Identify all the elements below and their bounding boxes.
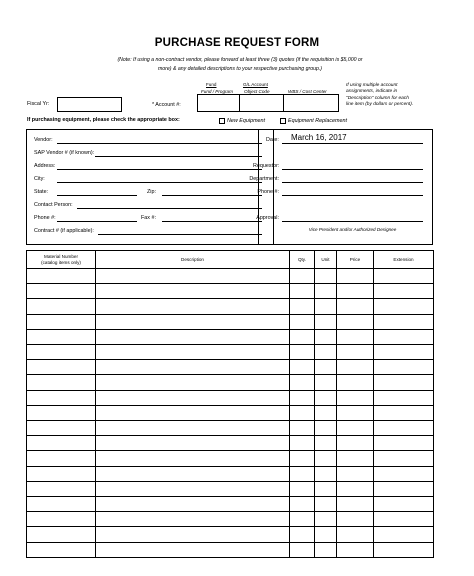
table-row	[27, 527, 434, 542]
price-cell[interactable]	[337, 345, 374, 360]
description-cell[interactable]	[96, 390, 290, 405]
qty-cell[interactable]	[290, 527, 315, 542]
description-cell[interactable]	[96, 345, 290, 360]
qty-cell[interactable]	[290, 481, 315, 496]
material-number-cell[interactable]	[27, 299, 96, 314]
gl-account-header: G/L Account	[243, 82, 268, 87]
table-row	[27, 390, 434, 405]
price-cell[interactable]	[337, 451, 374, 466]
price-cell[interactable]	[337, 375, 374, 390]
col-description: Description	[96, 251, 290, 269]
material-number-cell[interactable]	[27, 345, 96, 360]
approval-label: Approval:	[256, 215, 279, 221]
table-row	[27, 345, 434, 360]
extension-cell[interactable]	[374, 542, 434, 557]
address-input[interactable]	[57, 169, 262, 170]
extension-cell[interactable]	[374, 269, 434, 284]
extension-cell[interactable]	[374, 481, 434, 496]
qty-cell[interactable]	[290, 345, 315, 360]
extension-cell[interactable]	[374, 314, 434, 329]
qty-cell[interactable]	[290, 360, 315, 375]
qty-cell[interactable]	[290, 436, 315, 451]
description-cell[interactable]	[96, 269, 290, 284]
material-number-cell[interactable]	[27, 269, 96, 284]
vendor-input[interactable]	[57, 143, 262, 144]
page-title: PURCHASE REQUEST FORM	[154, 37, 320, 49]
material-number-header: Material Number	[44, 254, 78, 259]
qty-cell[interactable]	[290, 542, 315, 557]
requestor-label: Requestor:	[253, 163, 280, 169]
note-line: assignments, indicate in	[346, 89, 398, 95]
qty-cell[interactable]	[290, 451, 315, 466]
unit-cell[interactable]	[315, 466, 337, 481]
col-price: Price	[337, 251, 374, 269]
table-row	[27, 314, 434, 329]
date-input[interactable]	[282, 143, 423, 144]
note-line: line item (by dollars or percent).	[346, 102, 414, 108]
price-cell[interactable]	[337, 329, 374, 344]
col-unit: Unit	[315, 251, 337, 269]
description-cell[interactable]	[96, 421, 290, 436]
object-code-input[interactable]	[239, 94, 284, 112]
approval-caption: Vice President and/or Authorized Designee	[308, 227, 397, 232]
qty-cell[interactable]	[290, 299, 315, 314]
note-line: (Note: If using a non-contract vendor, please forward at least three (3) quotes (if the requisition is $5,000 or	[117, 57, 363, 63]
extension-cell[interactable]	[374, 527, 434, 542]
extension-cell[interactable]	[374, 451, 434, 466]
price-cell[interactable]	[337, 512, 374, 527]
table-row	[27, 269, 434, 284]
department-label: Department:	[249, 176, 279, 182]
description-cell[interactable]	[96, 329, 290, 344]
contact-person-input[interactable]	[77, 208, 262, 209]
equipment-prompt: If purchasing equipment, please check the appropriate box:	[27, 117, 180, 123]
material-number-cell[interactable]	[27, 360, 96, 375]
contract-input[interactable]	[98, 234, 262, 235]
material-number-cell[interactable]	[27, 405, 96, 420]
table-row	[27, 421, 434, 436]
requestor-input[interactable]	[282, 169, 423, 170]
description-cell[interactable]	[96, 527, 290, 542]
price-cell[interactable]	[337, 497, 374, 512]
wbs-caption: WBS / Cost Center	[288, 89, 327, 94]
unit-cell[interactable]	[315, 390, 337, 405]
qty-cell[interactable]	[290, 466, 315, 481]
price-cell[interactable]	[337, 436, 374, 451]
zip-label: Zip:	[147, 189, 156, 195]
unit-cell[interactable]	[315, 436, 337, 451]
material-number-cell[interactable]	[27, 375, 96, 390]
material-number-cell[interactable]	[27, 512, 96, 527]
qty-cell[interactable]	[290, 497, 315, 512]
table-row	[27, 405, 434, 420]
table-row	[27, 512, 434, 527]
sap-vendor-label: SAP Vendor # (if known):	[34, 150, 95, 156]
unit-cell[interactable]	[315, 314, 337, 329]
description-cell[interactable]	[96, 451, 290, 466]
fund-program-caption: Fund / Program	[201, 89, 233, 94]
qty-cell[interactable]	[290, 421, 315, 436]
qty-cell[interactable]	[290, 405, 315, 420]
price-cell[interactable]	[337, 481, 374, 496]
unit-cell[interactable]	[315, 269, 337, 284]
unit-cell[interactable]	[315, 329, 337, 344]
material-number-cell[interactable]	[27, 421, 96, 436]
unit-cell[interactable]	[315, 497, 337, 512]
price-cell[interactable]	[337, 405, 374, 420]
date-label: Date:	[266, 137, 279, 143]
price-cell[interactable]	[337, 542, 374, 557]
table-row	[27, 542, 434, 557]
equipment-replacement-checkbox[interactable]	[280, 118, 286, 124]
phone-label: Phone #:	[34, 215, 56, 221]
material-number-cell[interactable]	[27, 329, 96, 344]
multiple-accounts-note	[346, 83, 438, 109]
table-row	[27, 284, 434, 299]
material-number-cell[interactable]	[27, 497, 96, 512]
phone-input[interactable]	[57, 221, 137, 222]
extension-cell[interactable]	[374, 466, 434, 481]
qty-cell[interactable]	[290, 329, 315, 344]
department-input[interactable]	[282, 182, 423, 183]
extension-cell[interactable]	[374, 421, 434, 436]
table-row	[27, 451, 434, 466]
extension-cell[interactable]	[374, 512, 434, 527]
extension-cell[interactable]	[374, 497, 434, 512]
object-code-caption: Object Code	[244, 89, 270, 94]
new-equipment-checkbox[interactable]	[219, 118, 225, 124]
table-row	[27, 481, 434, 496]
material-number-cell[interactable]	[27, 436, 96, 451]
table-row	[27, 436, 434, 451]
table-row	[27, 299, 434, 314]
table-row	[27, 497, 434, 512]
unit-cell[interactable]	[315, 405, 337, 420]
unit-cell[interactable]	[315, 512, 337, 527]
request-phone-label: Phone #:	[257, 189, 279, 195]
state-input[interactable]	[57, 195, 137, 196]
fax-input[interactable]	[162, 221, 262, 222]
material-number-cell[interactable]	[27, 390, 96, 405]
extension-cell[interactable]	[374, 284, 434, 299]
fund-program-input[interactable]	[197, 94, 240, 112]
material-number-cell[interactable]	[27, 542, 96, 557]
city-label: City:	[34, 176, 45, 182]
extension-cell[interactable]	[374, 329, 434, 344]
price-cell[interactable]	[337, 284, 374, 299]
fund-header: Fund	[206, 82, 217, 87]
price-cell[interactable]	[337, 299, 374, 314]
qty-cell[interactable]	[290, 284, 315, 299]
table-row	[27, 329, 434, 344]
zip-input[interactable]	[162, 195, 262, 196]
col-material-number	[27, 251, 96, 269]
description-cell[interactable]	[96, 512, 290, 527]
unit-cell[interactable]	[315, 421, 337, 436]
description-cell[interactable]	[96, 360, 290, 375]
unit-cell[interactable]	[315, 451, 337, 466]
extension-cell[interactable]	[374, 375, 434, 390]
description-cell[interactable]	[96, 481, 290, 496]
vendor-quote-note	[100, 56, 380, 74]
fiscal-year-label: Fiscal Yr:	[27, 101, 50, 107]
extension-cell[interactable]	[374, 345, 434, 360]
note-line: If using multiple account	[346, 83, 398, 88]
description-cell[interactable]	[96, 375, 290, 390]
extension-cell[interactable]	[374, 360, 434, 375]
table-row	[27, 466, 434, 481]
price-cell[interactable]	[337, 269, 374, 284]
extension-cell[interactable]	[374, 436, 434, 451]
extension-cell[interactable]	[374, 299, 434, 314]
material-number-cell[interactable]	[27, 314, 96, 329]
description-cell[interactable]	[96, 436, 290, 451]
price-cell[interactable]	[337, 466, 374, 481]
date-value: March 16, 2017	[291, 133, 347, 142]
qty-cell[interactable]	[290, 512, 315, 527]
state-label: State:	[34, 189, 49, 195]
unit-cell[interactable]	[315, 284, 337, 299]
qty-cell[interactable]	[290, 390, 315, 405]
description-cell[interactable]	[96, 466, 290, 481]
extension-cell[interactable]	[374, 405, 434, 420]
contract-label: Contract # (if applicable):	[34, 228, 94, 234]
extension-cell[interactable]	[374, 390, 434, 405]
note-line: more) & any detailed descriptions to your respective purchasing group.)	[157, 66, 323, 72]
qty-cell[interactable]	[290, 314, 315, 329]
new-equipment-label: New Equipment	[227, 118, 266, 124]
qty-cell[interactable]	[290, 375, 315, 390]
approval-input[interactable]	[282, 221, 423, 222]
description-cell[interactable]	[96, 284, 290, 299]
request-phone-input[interactable]	[282, 195, 423, 196]
material-number-cell[interactable]	[27, 466, 96, 481]
unit-cell[interactable]	[315, 299, 337, 314]
sap-vendor-input[interactable]	[95, 156, 262, 157]
unit-cell[interactable]	[315, 527, 337, 542]
table-header-row	[27, 251, 434, 269]
price-cell[interactable]	[337, 527, 374, 542]
address-label: Address:	[34, 163, 56, 169]
city-input[interactable]	[57, 182, 262, 183]
price-cell[interactable]	[337, 421, 374, 436]
fiscal-year-input[interactable]	[57, 97, 122, 112]
material-number-cell[interactable]	[27, 527, 96, 542]
price-cell[interactable]	[337, 314, 374, 329]
col-extension: Extension	[374, 251, 434, 269]
unit-cell[interactable]	[315, 375, 337, 390]
equipment-replacement-label: Equipment Replacement	[288, 118, 348, 124]
material-number-cell[interactable]	[27, 284, 96, 299]
note-line: "Description" column for each	[346, 95, 409, 101]
table-row	[27, 360, 434, 375]
catalog-items-header: (catalog items only)	[41, 259, 81, 265]
price-cell[interactable]	[337, 360, 374, 375]
material-number-cell[interactable]	[27, 481, 96, 496]
qty-cell[interactable]	[290, 269, 315, 284]
description-cell[interactable]	[96, 542, 290, 557]
contact-person-label: Contact Person:	[34, 202, 73, 208]
section-divider	[258, 129, 259, 245]
unit-cell[interactable]	[315, 542, 337, 557]
description-cell[interactable]	[96, 299, 290, 314]
items-table	[26, 250, 434, 558]
material-number-cell[interactable]	[27, 451, 96, 466]
description-cell[interactable]	[96, 314, 290, 329]
description-cell[interactable]	[96, 405, 290, 420]
fax-label: Fax #:	[141, 215, 156, 221]
unit-cell[interactable]	[315, 481, 337, 496]
unit-cell[interactable]	[315, 345, 337, 360]
wbs-cost-center-input[interactable]	[283, 94, 339, 112]
account-label: * Account #:	[152, 102, 181, 108]
unit-cell[interactable]	[315, 360, 337, 375]
col-qty: Qty.	[290, 251, 315, 269]
price-cell[interactable]	[337, 390, 374, 405]
description-cell[interactable]	[96, 497, 290, 512]
vendor-label: Vendor:	[34, 137, 53, 143]
table-row	[27, 375, 434, 390]
